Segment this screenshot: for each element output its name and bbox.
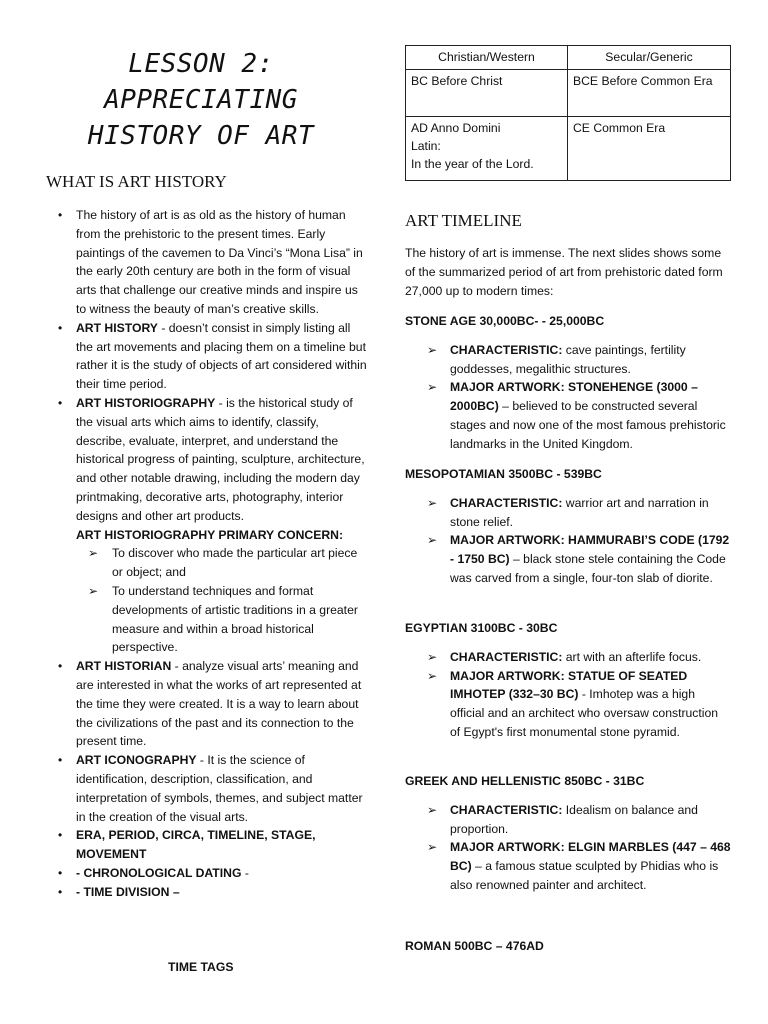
list-item: • ART HISTORY - doesn’t consist in simply listing all the art movements and placing them on a timeline but rather it is the study of objects of art considered within their time period. (58, 319, 368, 394)
era-stone-age (405, 312, 731, 454)
era-title: EGYPTIAN 3100BC - 30BC (405, 621, 558, 635)
era-mesopotamian (405, 465, 731, 588)
era-title: MESOPOTAMIAN 3500BC - 539BC (405, 467, 602, 481)
art-history-bullet-list (58, 206, 368, 901)
list-item: • ART ICONOGRAPHY - It is the science of identification, description, classification, and interpretation of symbols, themes, and subject matter in the creation of the visual arts. (58, 751, 368, 826)
era-roman (405, 937, 731, 956)
list-item: ➢ To understand techniques and format developments of artistic traditions in a greater measure and within a broad historical perspective. (76, 582, 368, 657)
lesson-title-line: LESSON 2: (128, 49, 274, 79)
list-item: • - TIME DIVISION – (58, 883, 368, 902)
time-tags-label: TIME TAGS (168, 960, 234, 974)
list-item: ➢ CHARACTERISTIC: cave paintings, fertility goddesses, megalithic structures. (405, 341, 731, 379)
list-item: ➢ CHARACTERISTIC: art with an afterlife focus. (405, 648, 731, 667)
table-row (406, 117, 731, 181)
era-detail-list (405, 341, 731, 454)
era-title: STONE AGE 30,000BC- - 25,000BC (405, 314, 605, 328)
era-title: ROMAN 500BC – 476AD (405, 939, 544, 953)
table-cell: AD Anno Domini Latin: In the year of the Lord. (406, 117, 568, 181)
lesson-title-line: HISTORY OF ART (87, 121, 315, 151)
table-row (406, 70, 731, 117)
concern-list (76, 544, 368, 657)
list-item: ➢ MAJOR ARTWORK: ELGIN MARBLES (447 – 468 BC) – a famous statue sculpted by Phidias who is also renowned painter and architect. (405, 838, 731, 894)
list-item: • ART HISTORIAN - analyze visual arts’ meaning and are interested in what the works of art represented at the time they were created. It is a way to learn about the civilizations of the past and its connection to the present time. (58, 657, 368, 751)
timeline-intro: The history of art is immense. The next slides shows some of the summarized period of art from prehistoric dated form 27,000 up to modern times: (405, 246, 723, 298)
section-heading-art-timeline: ART TIMELINE (405, 211, 522, 230)
era-title: GREEK AND HELLENISTIC 850BC - 31BC (405, 774, 645, 788)
era-detail-list (405, 801, 731, 895)
lesson-title (56, 46, 346, 154)
list-item: ➢ CHARACTERISTIC: Idealism on balance and proportion. (405, 801, 731, 839)
table-cell: BCE Before Common Era (568, 70, 731, 117)
concern-block (58, 526, 368, 658)
era-egyptian (405, 619, 731, 742)
list-item: ➢ MAJOR ARTWORK: STONEHENGE (3000 – 2000BC) – believed to be constructed several stages and now one of the most famous prehistoric landmarks in the United Kingdom. (405, 378, 731, 453)
list-item: • - CHRONOLOGICAL DATING - (58, 864, 368, 883)
list-item: • ART HISTORIOGRAPHY - is the historical study of the visual arts which aims to identify, classify, describe, evaluate, interpret, and understand the historical progress of painting, sculpture, architecture, and other notable drawing, including the modern day printmaking, decorative arts, photography, interior designs and other art products. (58, 394, 368, 526)
list-item: • The history of art is as old as the history of human from the prehistoric to the present times. Early paintings of the cavemen to Da Vinci’s “Mona Lisa” in the early 20th century are both in the form of visual arts that challenge our creative minds and inspire us to witness the beauty of man’s creative skills. (58, 206, 368, 319)
lesson-title-line: APPRECIATING (104, 85, 298, 115)
section-heading-what-is-art-history: WHAT IS ART HISTORY (46, 172, 227, 191)
list-item: ➢ CHARACTERISTIC: warrior art and narration in stone relief. (405, 494, 731, 532)
table-cell: BC Before Christ (406, 70, 568, 117)
era-notation-table (405, 45, 731, 181)
table-header: Christian/Western (406, 46, 568, 70)
era-detail-list (405, 648, 731, 742)
concern-heading: ART HISTORIOGRAPHY PRIMARY CONCERN: (76, 527, 344, 542)
table-cell: CE Common Era (568, 117, 731, 181)
list-item: ➢ MAJOR ARTWORK: HAMMURABI’S CODE (1792 - 1750 BC) – black stone stele containing the Code was carved from a single, four-ton slab of diorite. (405, 531, 731, 587)
era-detail-list (405, 494, 731, 588)
era-greek-hellenistic (405, 772, 731, 895)
table-header: Secular/Generic (568, 46, 731, 70)
list-item: ➢ To discover who made the particular art piece or object; and (76, 544, 368, 582)
list-item: • ERA, PERIOD, CIRCA, TIMELINE, STAGE, MOVEMENT (58, 826, 368, 864)
list-item: ➢ MAJOR ARTWORK: STATUE OF SEATED IMHOTEP (332–30 BC) - Imhotep was a high official and an architect who oversaw construction of Egypt's first monumental stone pyramid. (405, 667, 731, 742)
